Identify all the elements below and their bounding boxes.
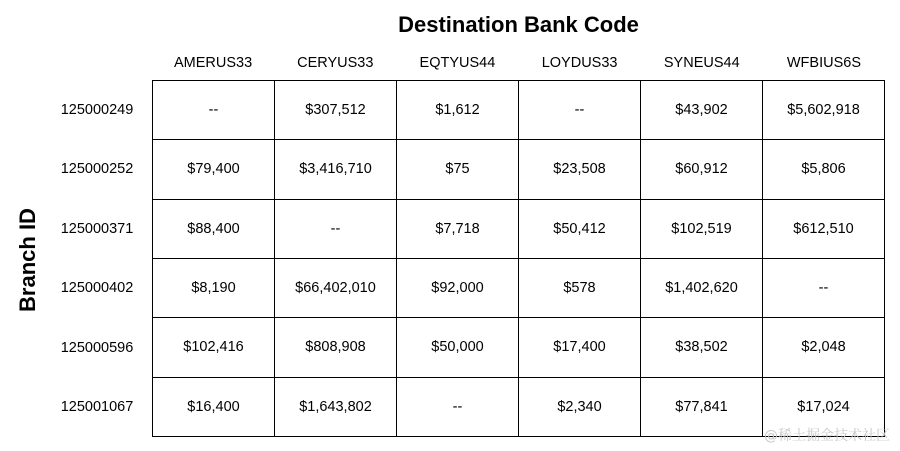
table-cell: $612,510 <box>763 199 885 258</box>
table-row <box>153 199 885 258</box>
row-header: 125000371 <box>60 220 134 237</box>
column-header: LOYDUS33 <box>541 55 618 71</box>
table-cell: $2,340 <box>519 377 641 436</box>
table-cell: $88,400 <box>153 199 275 258</box>
table-cell: $17,400 <box>519 318 641 377</box>
table-cell: $1,612 <box>397 81 519 140</box>
row-header: 125000252 <box>60 161 134 178</box>
row-header: 125000596 <box>60 339 134 356</box>
table-cell: $1,402,620 <box>641 258 763 317</box>
table-cell: $66,402,010 <box>275 258 397 317</box>
table-cell: -- <box>397 377 519 436</box>
table-row <box>153 81 885 140</box>
table-cell: $578 <box>519 258 641 317</box>
table-cell: $102,519 <box>641 199 763 258</box>
table-cell: -- <box>763 258 885 317</box>
column-header: CERYUS33 <box>297 55 374 71</box>
table-cell: $50,412 <box>519 199 641 258</box>
table-cell: $2,048 <box>763 318 885 377</box>
table-cell: $38,502 <box>641 318 763 377</box>
table-cell: -- <box>275 199 397 258</box>
row-header: 125001067 <box>60 399 134 416</box>
table-cell: -- <box>153 81 275 140</box>
table-cell: $17,024 <box>763 377 885 436</box>
table-cell: $102,416 <box>153 318 275 377</box>
table-cell: $77,841 <box>641 377 763 436</box>
column-header: AMERUS33 <box>174 55 253 71</box>
column-header: WFBIUS6S <box>786 55 861 71</box>
watermark: @稀土掘金技术社区 <box>764 428 890 444</box>
table-cell: $16,400 <box>153 377 275 436</box>
table-cell: $5,806 <box>763 140 885 199</box>
row-headers <box>42 80 152 437</box>
table-cell: $60,912 <box>641 140 763 199</box>
row-axis-title: Branch ID <box>15 208 40 312</box>
table-cell: $79,400 <box>153 140 275 199</box>
table-cell: $1,643,802 <box>275 377 397 436</box>
table-cell: $92,000 <box>397 258 519 317</box>
table-row <box>153 258 885 317</box>
table-row <box>153 318 885 377</box>
column-headers <box>152 52 885 74</box>
table-cell: $23,508 <box>519 140 641 199</box>
column-header: SYNEUS44 <box>663 55 740 71</box>
table-cell: $5,602,918 <box>763 81 885 140</box>
table-cell: $8,190 <box>153 258 275 317</box>
column-axis-title: Destination Bank Code <box>398 12 639 37</box>
table-cell: $307,512 <box>275 81 397 140</box>
column-header: EQTYUS44 <box>419 55 496 71</box>
table-cell: $75 <box>397 140 519 199</box>
table-cell: $808,908 <box>275 318 397 377</box>
row-header: 125000402 <box>60 280 134 297</box>
table-row <box>153 140 885 199</box>
table-cell: $3,416,710 <box>275 140 397 199</box>
table-cell: $50,000 <box>397 318 519 377</box>
data-table <box>152 80 885 437</box>
row-header: 125000249 <box>60 101 134 118</box>
table-cell: -- <box>519 81 641 140</box>
table-cell: $43,902 <box>641 81 763 140</box>
table-cell: $7,718 <box>397 199 519 258</box>
